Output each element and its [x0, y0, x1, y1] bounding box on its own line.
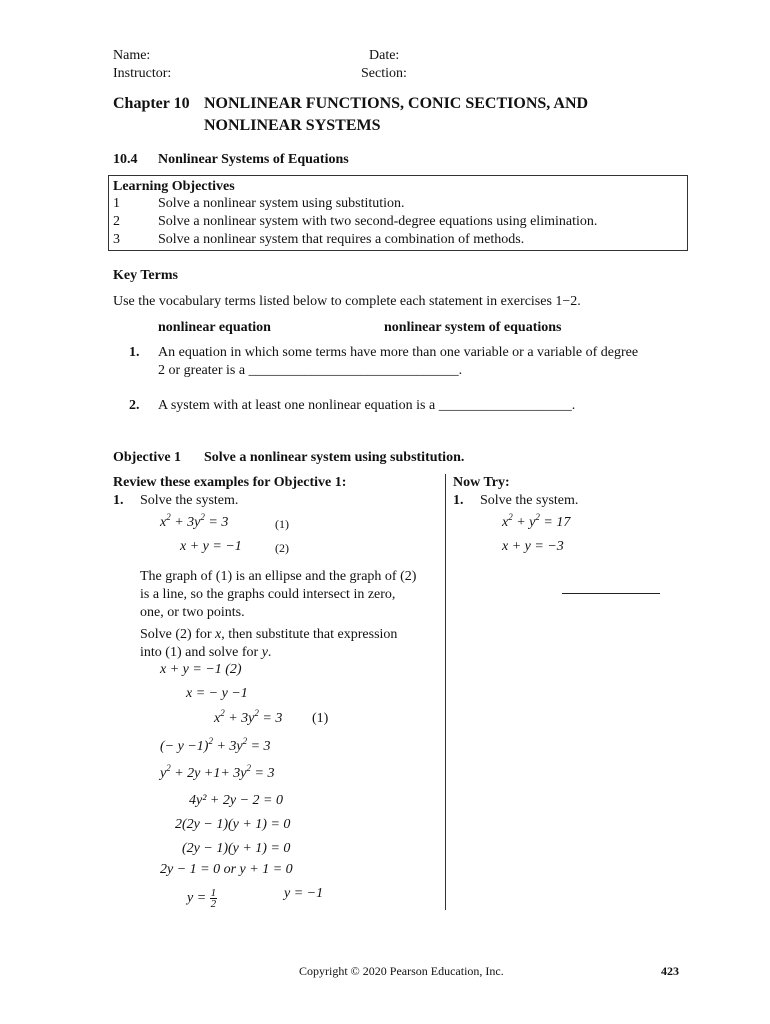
example-number: 1. — [113, 493, 124, 508]
solve-text: into (1) and solve for — [140, 645, 259, 660]
exercise-text: An equation in which some terms have more than one variable or a variable of degree — [158, 345, 639, 360]
learning-objectives-heading: Learning Objectives — [113, 179, 235, 194]
page-number: 423 — [661, 964, 679, 978]
solution-step: 2(2y − 1)(y + 1) = 0 — [175, 817, 291, 832]
answer-blank[interactable] — [562, 593, 660, 594]
objective-num: 3 — [113, 232, 120, 247]
now-try-equation-2: x + y = −3 — [502, 539, 564, 554]
chapter-number: Chapter 10 — [113, 95, 190, 112]
equation-tag: (1) — [312, 711, 329, 726]
equation-2: x + y = −1 — [180, 539, 242, 554]
date-label: Date: — [369, 48, 400, 63]
solution-step: $y^2 + 2y +1+ 3y^2 = 3$ — [160, 763, 275, 781]
equation-tag: (1) — [275, 517, 289, 531]
term-nonlinear-system: nonlinear system of equations — [384, 320, 562, 335]
solution-step: x + y = −1 (2) — [160, 662, 242, 677]
objective-text: Solve a nonlinear system with two second-degree equations using elimination. — [158, 214, 598, 229]
exercise-text: A system with at least one nonlinear equation is a ___________________. — [158, 398, 576, 413]
solution-step: x = − y −1 — [186, 686, 248, 701]
objective-title: Solve a nonlinear system using substitution. — [204, 450, 465, 465]
explanation-line — [140, 627, 397, 643]
explanation-line: into (1) and solve for y. — [140, 645, 272, 660]
review-heading: Review these examples for Objective 1: — [113, 475, 347, 490]
fraction-one-half — [210, 888, 218, 909]
chapter-title-line1: NONLINEAR FUNCTIONS, CONIC SECTIONS, AND — [204, 95, 589, 112]
explanation-line: is a line, so the graphs could intersect in zero, — [140, 587, 396, 602]
now-try-heading: Now Try: — [453, 475, 510, 490]
copyright: Copyright © 2020 Pearson Education, Inc. — [299, 964, 504, 978]
key-terms-heading: Key Terms — [113, 268, 178, 283]
objective-label: Objective 1 — [113, 450, 182, 465]
objective-num: 1 — [113, 196, 120, 211]
exercise-number: 2. — [129, 398, 140, 413]
solution-text: y = — [187, 890, 207, 906]
exercise-text: 2 or greater is a ______________________________. — [158, 363, 463, 378]
section-number: 10.4 — [113, 152, 138, 167]
example-prompt: Solve the system. — [140, 493, 239, 508]
objective-text: Solve a nonlinear system using substitution. — [158, 196, 405, 211]
fraction-numerator: 1 — [210, 887, 217, 899]
objective-text: Solve a nonlinear system that requires a combination of methods. — [158, 232, 525, 247]
key-terms-instruction: Use the vocabulary terms listed below to complete each statement in exercises 1−2. — [113, 294, 581, 309]
exercise-number: 1. — [129, 345, 140, 360]
solve-text: , then substitute that expression — [221, 627, 398, 642]
solution-step: 4y² + 2y − 2 = 0 — [189, 793, 283, 808]
chapter-title-line2: NONLINEAR SYSTEMS — [204, 117, 381, 134]
section-title: Nonlinear Systems of Equations — [158, 152, 349, 167]
now-try-prompt: Solve the system. — [480, 493, 579, 508]
now-try-equation-1: $x^2 + y^2 = 17$ — [502, 512, 571, 530]
term-nonlinear-equation: nonlinear equation — [158, 320, 271, 335]
solution-step — [187, 888, 217, 909]
section-label: Section: — [361, 66, 407, 81]
column-divider — [445, 474, 446, 910]
objective-num: 2 — [113, 214, 120, 229]
now-try-number: 1. — [453, 493, 464, 508]
solve-text: Solve (2) for — [140, 627, 212, 642]
equation-tag: (2) — [275, 541, 289, 555]
name-label: Name: — [113, 48, 151, 63]
solution-step: (− $y -1)^2 + 3y^2 = 3$ — [160, 736, 271, 754]
solution-step: $x^2 + 3y^2 = 3$ — [214, 708, 283, 726]
fraction-denominator: 2 — [210, 898, 217, 910]
solve-var: x — [215, 627, 222, 642]
explanation-line: The graph of (1) is an ellipse and the graph of (2) — [140, 569, 417, 584]
solution-step: y = −1 — [284, 886, 324, 901]
equation-1: $x^2 + 3y^2 = 3$ — [160, 512, 229, 530]
solve-var: y — [261, 645, 268, 660]
solution-step: 2y − 1 = 0 or y + 1 = 0 — [160, 862, 293, 877]
solution-step: (2y − 1)(y + 1) = 0 — [182, 841, 291, 856]
instructor-label: Instructor: — [113, 66, 172, 81]
explanation-line: one, or two points. — [140, 605, 245, 620]
